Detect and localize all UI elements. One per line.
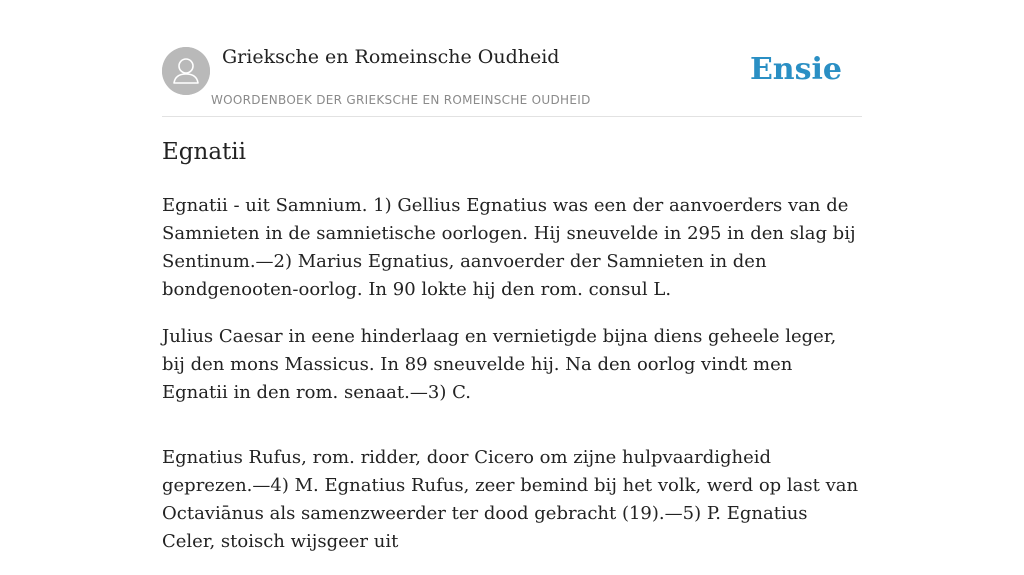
article-body <box>162 192 862 575</box>
site-header <box>162 46 862 117</box>
site-subtitle: WOORDENBOEK DER GRIEKSCHE EN ROMEINSCHE OUDHEID <box>211 93 591 107</box>
article-paragraph: Julius Caesar in eene hinderlaag en vernietigde bijna diens geheele leger, bij den mons Massicus. In 89 sneuvelde hij. Na den oorlog vindt men Egnatii in den rom. senaat.—3) C. <box>162 326 837 403</box>
article-paragraph: Egnatius Rufus, rom. ridder, door Cicero om zijne hulpvaardigheid geprezen.—4) M. Egnatius Rufus, zeer bemind bij het volk, werd op last van Octaviānus als samenzweerder ter dood gebracht (19).—5) P. Egnatius Celer, stoisch wijsgeer uit <box>162 447 859 552</box>
site-title[interactable]: Grieksche en Romeinsche Oudheid <box>222 46 560 68</box>
article-title: Egnatii <box>162 139 246 165</box>
article-paragraph: Egnatii - uit Samnium. 1) Gellius Egnatius was een der aanvoerders van de Samnieten in de samnietische oorlogen. Hij sneuvelde in 295 in den slag bij Sentinum.—2) Marius Egnatius, aanvoerder der Samnieten in den bondgenooten-oorlog. In 90 lokte hij den rom. consul L. <box>162 195 856 300</box>
user-icon[interactable] <box>162 47 210 95</box>
brand-logo[interactable]: Ensie <box>749 52 842 87</box>
